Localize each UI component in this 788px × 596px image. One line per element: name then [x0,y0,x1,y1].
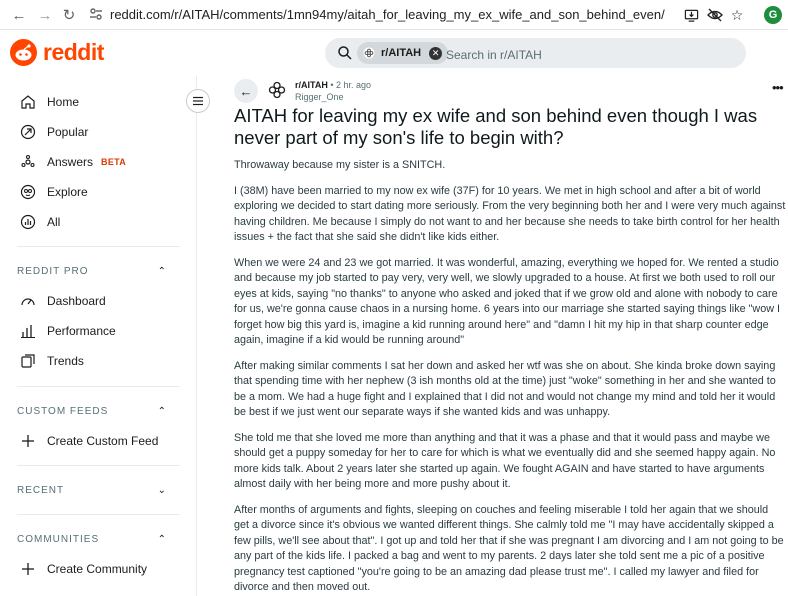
sidebar-item-performance[interactable] [20,321,116,341]
back-button[interactable]: ← [234,79,258,103]
post-paragraph: After months of arguments and fights, sleeping on couches and feeling miserable I told her again that we should get a divorce since it's obvious we wanted different things. She calmly told me "I may have accidentally skipped a few pills, we'll see about that". I got up and told her that if she was pregnant I am divorcing and I am not going to be any part of the kids life. I packed a bag and went to my parents. 2 days later she told sent me a pic of a positive pregnancy test captioned "you're going to be an amazing dad please trust me". I called my lawyer and filed for divorce and then moved out. [234,503,784,593]
post-body [234,158,786,596]
section-reddit-pro[interactable] [17,266,167,277]
bookmark-star-icon[interactable]: ☆ [730,6,744,23]
meta-separator: • [330,80,337,90]
subreddit-flower-icon [363,47,375,59]
sidebar-item-label: All [47,215,61,229]
author-link[interactable]: Rigger_One [295,92,344,102]
forward-arrow-icon[interactable]: → [37,6,53,24]
sidebar-item-home[interactable] [20,92,79,112]
eye-off-icon[interactable] [706,6,724,24]
chevron-down-icon: ⌄ [157,485,167,496]
hamburger-icon [192,95,204,107]
answers-icon [20,154,36,170]
create-community-button[interactable] [20,559,147,579]
section-communities[interactable] [17,534,167,545]
performance-icon [20,323,36,339]
close-icon[interactable]: ✕ [429,47,442,60]
all-icon [20,214,36,230]
sidebar-item-label: Popular [47,125,89,139]
sidebar-item-explore[interactable] [20,182,88,202]
sidebar-item-label: Performance [47,324,116,338]
site-header [0,30,788,76]
section-custom-feeds[interactable] [17,406,167,417]
reddit-snoo-icon [10,39,37,66]
post-paragraph: Throwaway because my sister is a SNITCH. [234,159,446,171]
sidebar-item-label: Home [47,95,80,109]
create-custom-feed-button[interactable] [20,431,158,451]
sidebar-item-answers[interactable] [20,152,126,172]
plus-icon [20,561,36,577]
sidebar-divider [17,246,180,247]
section-title: COMMUNITIES [17,534,100,545]
post-paragraph: I (38M) have been married to my now ex wife (37F) for 10 years. We met in high school and after a bit of world exploring we decided to start dating more seriously. From the very beginning both her and I were very much against having children. Me because I simply do not want to and her because she needs to take birth control for her health issues + the fact that she said she didn't like kids either. [234,184,786,243]
post-paragraph: When we were 24 and 23 we got married. It was wonderful, amazing, everything we hoped for. We rented a studio and because my job started to pay very, very well, we slowly upgraded to a house. At first we both used to roll our eyes at kids, saying "no thanks" to anyone who asked and joked that if we grow old and alone with nobody to care for us, we're gonna cause chaos in a nursing home. 6 years into our marriage she started saying things like "wow I forget how big this yard is, imagine a kid running around here" and "damn I hit my hip in that sharp counter edge again, imagine if a kid would be running around" [234,256,781,346]
sidebar-item-all[interactable] [20,212,60,232]
sidebar-item-label: Dashboard [47,294,106,308]
trends-icon [20,353,36,369]
sidebar-collapse-button[interactable] [186,89,210,113]
back-arrow-icon[interactable]: ← [11,6,27,24]
post-main [198,76,788,596]
site-settings-icon[interactable] [88,6,104,22]
reddit-logo[interactable] [10,39,104,66]
profile-avatar[interactable]: G [764,6,782,24]
reddit-wordmark: reddit [43,39,104,65]
sidebar-item-label: Create Custom Feed [47,434,159,448]
more-options-icon[interactable]: ••• [772,80,783,95]
sidebar-item-label: Answers [47,155,94,169]
post-paragraph: After making similar comments I sat her down and asked her wtf was she on about. She kinda broke down saying that spending time with her nephew (3 ish months old at the time) just "woke" something in her and she wanted to be a mom. We had a huge fight and I explained that I did not and would not change my mind and told her it would be best if we just went our separate ways if she wanted kids and was unhappy. [234,359,776,418]
post-paragraph: She told me that she loved me more than anything and that it was a phase and that it would pass and maybe we should get a puppy someday for her to care for which is what we eventually did and she seemed happy again. No more kids talk. About 2 years later she started up again. We fought AGAIN and have started to have arguments almost daily with her being more and more pushy about it. [234,431,776,490]
subreddit-link[interactable]: r/AITAH [295,80,328,90]
install-app-icon[interactable] [682,6,700,24]
subreddit-flower-icon [267,80,287,100]
post-meta [295,79,371,103]
left-sidebar [0,76,197,596]
section-title: CUSTOM FEEDS [17,406,109,417]
search-icon [337,45,353,61]
dashboard-icon [20,293,36,309]
sidebar-item-trends[interactable] [20,351,84,371]
section-recent[interactable] [17,485,167,496]
community-filter-chip[interactable] [357,42,448,64]
sidebar-item-label: Explore [47,185,88,199]
sidebar-divider [17,514,180,515]
sidebar-item-label: Create Community [47,562,148,576]
beta-badge: BETA [101,157,127,167]
community-chip-label: r/AITAH [381,47,422,59]
sidebar-item-dashboard[interactable] [20,291,106,311]
explore-icon [20,184,36,200]
sidebar-divider [17,386,180,387]
chevron-up-icon: ⌃ [157,406,167,417]
search-input[interactable]: Search in r/AITAH [446,48,542,62]
chevron-up-icon: ⌃ [157,534,167,545]
plus-icon [20,433,36,449]
browser-toolbar [0,0,788,30]
sidebar-divider [17,465,180,466]
reload-icon[interactable]: ↻ [62,7,76,24]
section-title: REDDIT PRO [17,266,89,277]
home-icon [20,94,36,110]
post-time: 2 hr. ago [336,80,372,90]
section-title: RECENT [17,485,65,496]
sidebar-item-label: Trends [47,354,84,368]
post-title: AITAH for leaving my ex wife and son behind even though I was never part of my son's life to begin with? [234,105,758,148]
sidebar-item-popular[interactable] [20,122,88,142]
popular-icon [20,124,36,140]
address-bar[interactable]: reddit.com/r/AITAH/comments/1mn94my/aitah_for_leaving_my_ex_wife_and_son_behind_even/ [110,7,665,22]
chevron-up-icon: ⌃ [157,266,167,277]
